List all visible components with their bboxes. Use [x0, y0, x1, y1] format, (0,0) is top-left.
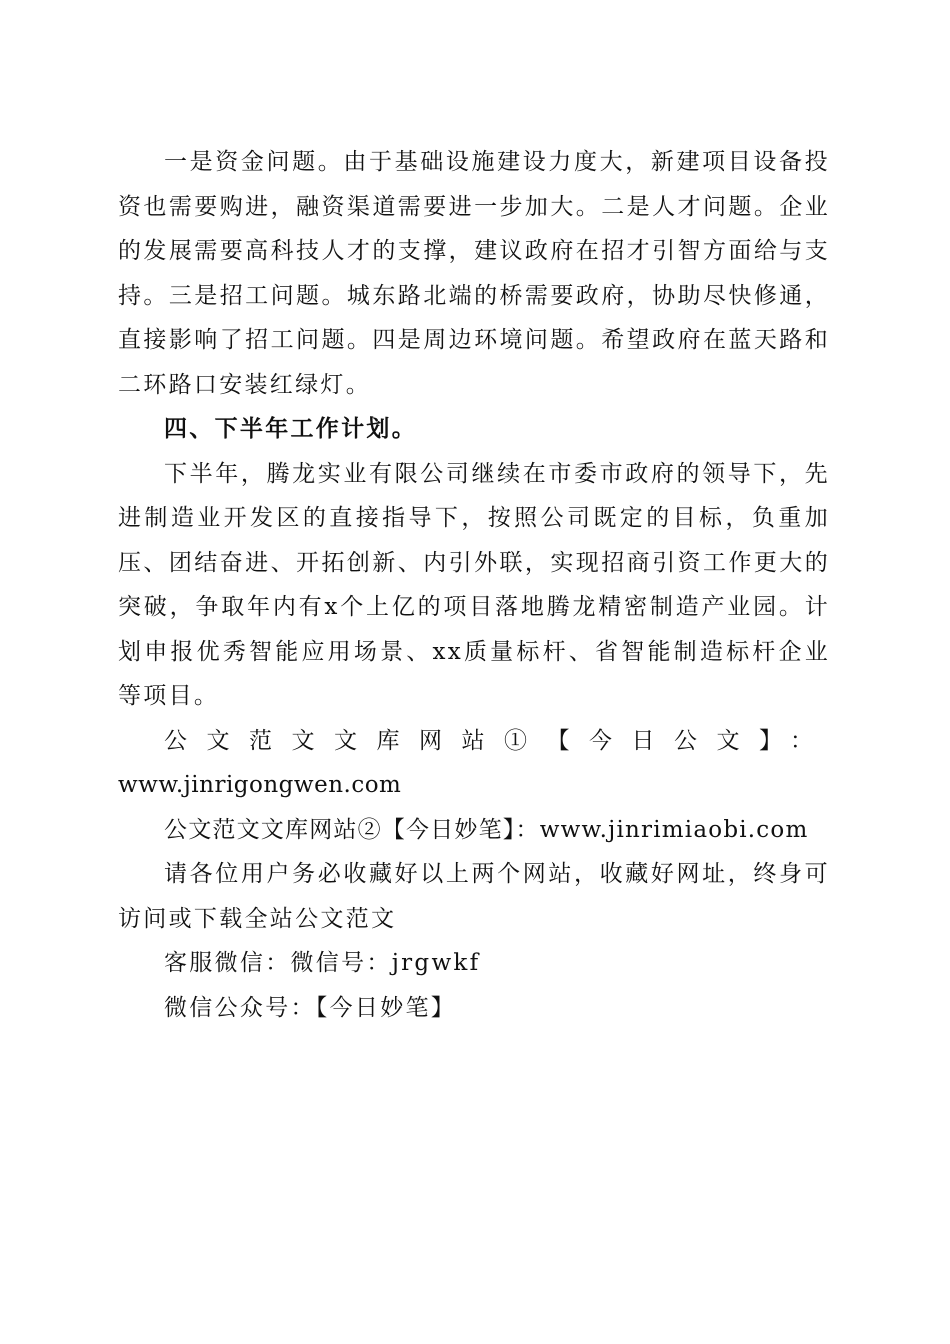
plan-paragraph: 下半年，腾龙实业有限公司继续在市委市政府的领导下，先进制造业开发区的直接指导下，按照公司既定的目标，负重加压、团结奋进、开拓创新、内引外联，实现招商引资工作更大的突破，争取年内有x个上亿的项目落地腾龙精密制造产业园。计划申报优秀智能应用场景、xx质量标杆、省智能制造标杆企业等项目。 — [118, 460, 830, 709]
section-heading-plan: 四、下半年工作计划。 — [164, 415, 417, 442]
document-body — [118, 140, 830, 1030]
wechat-official-account: 微信公众号：【今日妙笔】 — [164, 994, 457, 1021]
bookmark-notice: 请各位用户务必收藏好以上两个网站，收藏好网址，终身可访问或下载全站公文范文 — [118, 861, 830, 932]
site1-label: 公文范文文库网站①【今日公文】： — [164, 727, 830, 754]
site1-url: www.jinrigongwen.com — [118, 772, 402, 798]
site2-line: 公文范文文库网站②【今日妙笔】：www.jinrimiaobi.com — [164, 816, 809, 843]
problems-paragraph: 一是资金问题。由于基础设施建设力度大，新建项目设备投资也需要购进，融资渠道需要进一步加大。二是人才问题。企业的发展需要高科技人才的支撑，建议政府在招才引智方面给与支持。三是招工问题。城东路北端的桥需要政府，协助尽快修通，直接影响了招工问题。四是周边环境问题。希望政府在蓝天路和二环路口安装红绿灯。 — [118, 149, 830, 398]
wechat-service: 客服微信：微信号：jrgwkf — [164, 950, 481, 976]
